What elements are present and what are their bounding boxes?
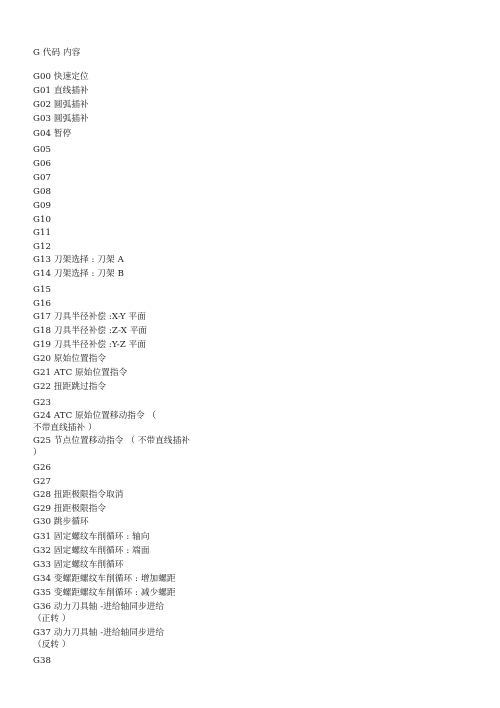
- code-line-g24-cont: 不带直线插补 ）: [33, 423, 97, 433]
- code-line-g17: G17 刀具半径补偿 :X-Y 平面: [33, 312, 146, 322]
- code-line-g03: G03 圆弧插补: [33, 114, 89, 124]
- code-line-g20: G20 原始位置指令: [33, 354, 107, 364]
- code-line-g16: G16: [33, 299, 52, 309]
- code-line-g31: G31 固定螺纹车削循环 : 轴向: [33, 532, 150, 542]
- code-line-g28: G28 扭距极限指令取消: [33, 490, 124, 500]
- code-line-g05: G05: [33, 145, 52, 155]
- code-line-g29: G29 扭距极限指令: [33, 504, 107, 514]
- code-line-g06: G06: [33, 159, 52, 169]
- code-line-g37: G37 动力刀具轴 -进给轴同步进给: [33, 628, 165, 638]
- code-line-g15: G15: [33, 285, 52, 295]
- code-line-g36: G36 动力刀具轴 -进给轴同步进给: [33, 602, 165, 612]
- code-line-g24: G24 ATC 原始位置移动指令 （: [33, 411, 157, 421]
- code-line-g09: G09: [33, 201, 52, 211]
- code-line-g37-cont: （反转 ）: [33, 640, 71, 650]
- code-line-g18: G18 刀具半径补偿 :Z-X 平面: [33, 326, 148, 336]
- code-line-g21: G21 ATC 原始位置指令: [33, 368, 128, 378]
- code-line-g38: G38: [33, 656, 52, 666]
- code-line-g25-cont: ）: [33, 448, 42, 458]
- code-line-g12: G12: [33, 242, 52, 252]
- code-line-g26: G26: [33, 463, 52, 473]
- code-line-g34: G34 变螺距螺纹车削循环 : 增加螺距: [33, 574, 176, 584]
- code-line-g25: G25 节点位置移动指令 （ 不带直线插补: [33, 436, 191, 446]
- code-line-g02: G02 圆弧插补: [33, 100, 89, 110]
- code-line-g04: G04 暂停: [33, 129, 72, 139]
- code-line-g22: G22 扭距跳过指令: [33, 382, 107, 392]
- code-line-g00: G00 快速定位: [33, 72, 89, 82]
- code-line-g35: G35 变螺距螺纹车削循环 : 减少螺距: [33, 588, 176, 598]
- code-line-g27: G27: [33, 477, 52, 487]
- code-line-g01: G01 直线插补: [33, 86, 89, 96]
- code-line-g13: G13 刀架选择 : 刀架 A: [33, 255, 124, 265]
- code-line-g32: G32 固定螺纹车削循环 : 端面: [33, 546, 150, 556]
- header-line: G 代码 内容: [33, 48, 81, 58]
- code-line-g14: G14 刀架选择 : 刀架 B: [33, 269, 125, 279]
- code-line-g30: G30 跳步循环: [33, 517, 89, 527]
- code-line-g10: G10: [33, 215, 52, 225]
- code-line-g08: G08: [33, 187, 52, 197]
- code-line-g23: G23: [33, 398, 52, 408]
- code-line-g19: G19 刀具半径补偿 :Y-Z 平面: [33, 340, 147, 350]
- code-line-g07: G07: [33, 173, 52, 183]
- code-line-g11: G11: [33, 228, 52, 238]
- code-line-g36-cont: （正转 ）: [33, 614, 71, 624]
- code-line-g33: G33 固定螺纹车削循环: [33, 560, 124, 570]
